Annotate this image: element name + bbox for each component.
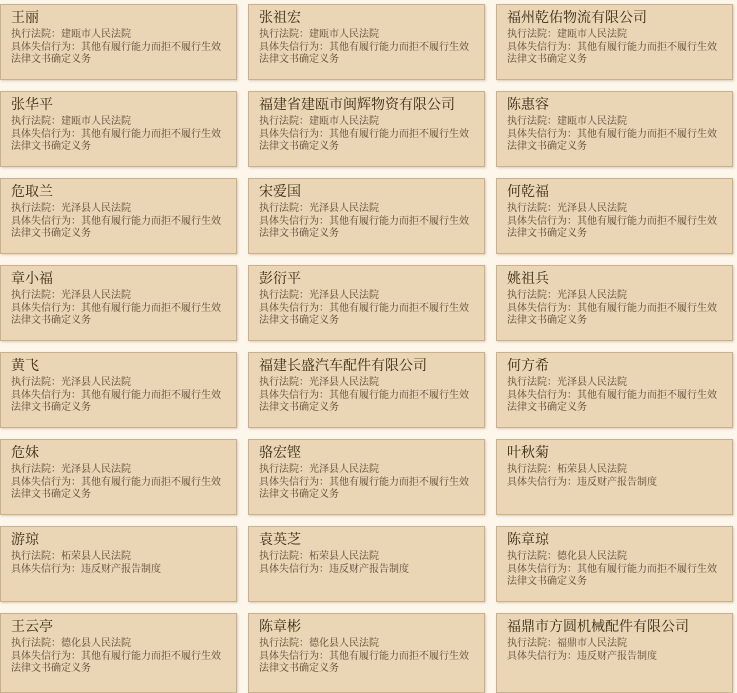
card-court-line bbox=[11, 464, 229, 477]
record-card[interactable] bbox=[248, 439, 485, 515]
card-court-line bbox=[259, 203, 477, 216]
court-value: 光泽县人民法院 bbox=[309, 377, 379, 388]
record-card[interactable] bbox=[248, 613, 485, 693]
card-court-line bbox=[11, 116, 229, 129]
card-act-line bbox=[259, 564, 477, 577]
act-label: 具体失信行为： bbox=[507, 563, 577, 575]
act-value: 其他有履行能力而拒不履行生效法律文书确定义务 bbox=[259, 302, 469, 326]
record-card[interactable] bbox=[0, 91, 237, 167]
card-act-line bbox=[507, 42, 725, 67]
record-card[interactable] bbox=[496, 4, 733, 80]
card-court-line bbox=[11, 377, 229, 390]
act-value: 违反财产报告制度 bbox=[577, 476, 657, 488]
act-label: 具体失信行为： bbox=[11, 650, 81, 662]
court-label: 执行法院： bbox=[507, 551, 557, 562]
card-name: 危妹 bbox=[11, 445, 39, 461]
act-value: 其他有履行能力而拒不履行生效法律文书确定义务 bbox=[507, 41, 717, 65]
court-label: 执行法院： bbox=[11, 290, 61, 301]
court-label: 执行法院： bbox=[11, 116, 61, 127]
court-label: 执行法院： bbox=[11, 29, 61, 40]
card-act-line bbox=[507, 129, 725, 154]
card-name: 福鼎市方圆机械配件有限公司 bbox=[507, 619, 689, 635]
act-label: 具体失信行为： bbox=[507, 215, 577, 227]
court-value: 德化县人民法院 bbox=[61, 638, 131, 649]
court-label: 执行法院： bbox=[507, 377, 557, 388]
act-value: 其他有履行能力而拒不履行生效法律文书确定义务 bbox=[259, 650, 469, 674]
act-label: 具体失信行为： bbox=[11, 563, 81, 575]
act-label: 具体失信行为： bbox=[507, 41, 577, 53]
court-label: 执行法院： bbox=[259, 551, 309, 562]
act-value: 其他有履行能力而拒不履行生效法律文书确定义务 bbox=[11, 650, 221, 674]
card-court-line bbox=[11, 638, 229, 651]
court-value: 建瓯市人民法院 bbox=[61, 116, 131, 127]
court-label: 执行法院： bbox=[507, 638, 557, 649]
card-name: 姚祖兵 bbox=[507, 271, 549, 287]
court-value: 建瓯市人民法院 bbox=[309, 29, 379, 40]
card-name: 章小福 bbox=[11, 271, 53, 287]
act-label: 具体失信行为： bbox=[259, 215, 329, 227]
court-value: 建瓯市人民法院 bbox=[61, 29, 131, 40]
court-label: 执行法院： bbox=[11, 203, 61, 214]
act-label: 具体失信行为： bbox=[259, 563, 329, 575]
act-value: 其他有履行能力而拒不履行生效法律文书确定义务 bbox=[507, 563, 717, 587]
act-value: 其他有履行能力而拒不履行生效法律文书确定义务 bbox=[11, 476, 221, 500]
act-label: 具体失信行为： bbox=[507, 389, 577, 401]
card-name: 危取兰 bbox=[11, 184, 53, 200]
act-label: 具体失信行为： bbox=[11, 389, 81, 401]
card-act-line bbox=[11, 477, 229, 502]
court-value: 柘荣县人民法院 bbox=[61, 551, 131, 562]
card-act-line bbox=[259, 216, 477, 241]
act-label: 具体失信行为： bbox=[259, 476, 329, 488]
act-value: 其他有履行能力而拒不履行生效法律文书确定义务 bbox=[507, 302, 717, 326]
record-card[interactable] bbox=[248, 91, 485, 167]
act-label: 具体失信行为： bbox=[507, 476, 577, 488]
card-court-line bbox=[259, 116, 477, 129]
record-card[interactable] bbox=[248, 178, 485, 254]
court-label: 执行法院： bbox=[507, 290, 557, 301]
card-court-line bbox=[507, 638, 725, 651]
act-label: 具体失信行为： bbox=[11, 302, 81, 314]
card-name: 王丽 bbox=[11, 10, 39, 26]
card-name: 张祖宏 bbox=[259, 10, 301, 26]
card-act-line bbox=[259, 477, 477, 502]
card-act-line bbox=[507, 216, 725, 241]
card-court-line bbox=[507, 290, 725, 303]
court-label: 执行法院： bbox=[11, 464, 61, 475]
act-value: 其他有履行能力而拒不履行生效法律文书确定义务 bbox=[507, 215, 717, 239]
court-value: 光泽县人民法院 bbox=[557, 290, 627, 301]
card-court-line bbox=[507, 464, 725, 477]
act-value: 其他有履行能力而拒不履行生效法律文书确定义务 bbox=[259, 128, 469, 152]
court-value: 福鼎市人民法院 bbox=[557, 638, 627, 649]
court-value: 光泽县人民法院 bbox=[309, 290, 379, 301]
card-court-line bbox=[259, 290, 477, 303]
card-name: 彭衍平 bbox=[259, 271, 301, 287]
act-label: 具体失信行为： bbox=[11, 128, 81, 140]
court-value: 光泽县人民法院 bbox=[61, 290, 131, 301]
court-label: 执行法院： bbox=[259, 638, 309, 649]
record-card[interactable] bbox=[496, 178, 733, 254]
court-label: 执行法院： bbox=[11, 551, 61, 562]
act-value: 其他有履行能力而拒不履行生效法律文书确定义务 bbox=[11, 302, 221, 326]
record-card[interactable] bbox=[496, 352, 733, 428]
act-value: 其他有履行能力而拒不履行生效法律文书确定义务 bbox=[11, 128, 221, 152]
act-label: 具体失信行为： bbox=[259, 302, 329, 314]
court-value: 建瓯市人民法院 bbox=[557, 116, 627, 127]
act-value: 其他有履行能力而拒不履行生效法律文书确定义务 bbox=[507, 389, 717, 413]
card-act-line bbox=[507, 651, 725, 664]
card-court-line bbox=[259, 464, 477, 477]
court-label: 执行法院： bbox=[11, 638, 61, 649]
card-court-line bbox=[259, 638, 477, 651]
card-court-line bbox=[507, 203, 725, 216]
act-value: 其他有履行能力而拒不履行生效法律文书确定义务 bbox=[259, 389, 469, 413]
act-value: 其他有履行能力而拒不履行生效法律文书确定义务 bbox=[11, 215, 221, 239]
card-name: 宋爱国 bbox=[259, 184, 301, 200]
card-court-line bbox=[507, 551, 725, 564]
act-label: 具体失信行为： bbox=[507, 302, 577, 314]
act-label: 具体失信行为： bbox=[259, 389, 329, 401]
card-act-line bbox=[259, 651, 477, 676]
card-act-line bbox=[259, 42, 477, 67]
card-name: 福建省建瓯市闽辉物资有限公司 bbox=[259, 97, 455, 113]
court-label: 执行法院： bbox=[259, 29, 309, 40]
court-value: 建瓯市人民法院 bbox=[557, 29, 627, 40]
card-act-line bbox=[507, 477, 725, 490]
court-value: 建瓯市人民法院 bbox=[309, 116, 379, 127]
court-value: 光泽县人民法院 bbox=[309, 464, 379, 475]
court-label: 执行法院： bbox=[259, 116, 309, 127]
court-value: 光泽县人民法院 bbox=[61, 464, 131, 475]
record-card[interactable] bbox=[248, 526, 485, 602]
card-act-line bbox=[259, 390, 477, 415]
act-value: 违反财产报告制度 bbox=[81, 563, 161, 575]
card-court-line bbox=[507, 116, 725, 129]
record-card[interactable] bbox=[0, 265, 237, 341]
act-label: 具体失信行为： bbox=[11, 476, 81, 488]
record-card[interactable] bbox=[248, 265, 485, 341]
act-label: 具体失信行为： bbox=[11, 41, 81, 53]
record-card[interactable] bbox=[0, 613, 237, 693]
act-label: 具体失信行为： bbox=[259, 650, 329, 662]
card-court-line bbox=[11, 551, 229, 564]
court-value: 光泽县人民法院 bbox=[309, 203, 379, 214]
act-value: 其他有履行能力而拒不履行生效法律文书确定义务 bbox=[11, 389, 221, 413]
card-name: 黄飞 bbox=[11, 358, 39, 374]
card-act-line bbox=[11, 129, 229, 154]
record-card[interactable] bbox=[0, 439, 237, 515]
court-label: 执行法院： bbox=[259, 377, 309, 388]
card-court-line bbox=[259, 29, 477, 42]
card-act-line bbox=[11, 42, 229, 67]
act-label: 具体失信行为： bbox=[11, 215, 81, 227]
court-label: 执行法院： bbox=[259, 290, 309, 301]
record-card[interactable] bbox=[496, 439, 733, 515]
court-label: 执行法院： bbox=[507, 464, 557, 475]
record-card[interactable] bbox=[248, 4, 485, 80]
act-value: 违反财产报告制度 bbox=[329, 563, 409, 575]
act-label: 具体失信行为： bbox=[507, 650, 577, 662]
act-label: 具体失信行为： bbox=[259, 128, 329, 140]
card-act-line bbox=[11, 564, 229, 577]
card-court-line bbox=[259, 377, 477, 390]
court-value: 光泽县人民法院 bbox=[557, 203, 627, 214]
card-act-line bbox=[507, 564, 725, 589]
act-label: 具体失信行为： bbox=[507, 128, 577, 140]
card-act-line bbox=[259, 303, 477, 328]
card-name: 何乾福 bbox=[507, 184, 549, 200]
card-court-line bbox=[11, 290, 229, 303]
card-name: 陈惠容 bbox=[507, 97, 549, 113]
card-name: 陈章彬 bbox=[259, 619, 301, 635]
court-label: 执行法院： bbox=[507, 203, 557, 214]
court-label: 执行法院： bbox=[507, 116, 557, 127]
card-name: 陈章琼 bbox=[507, 532, 549, 548]
card-name: 游琼 bbox=[11, 532, 39, 548]
act-value: 其他有履行能力而拒不履行生效法律文书确定义务 bbox=[11, 41, 221, 65]
card-court-line bbox=[507, 29, 725, 42]
court-value: 德化县人民法院 bbox=[309, 638, 379, 649]
card-act-line bbox=[11, 390, 229, 415]
court-label: 执行法院： bbox=[259, 464, 309, 475]
card-name: 张华平 bbox=[11, 97, 53, 113]
card-name: 骆宏铿 bbox=[259, 445, 301, 461]
act-value: 其他有履行能力而拒不履行生效法律文书确定义务 bbox=[259, 41, 469, 65]
card-name: 王云亭 bbox=[11, 619, 53, 635]
card-name: 福建长盛汽车配件有限公司 bbox=[259, 358, 427, 374]
act-value: 其他有履行能力而拒不履行生效法律文书确定义务 bbox=[507, 128, 717, 152]
card-court-line bbox=[11, 29, 229, 42]
court-label: 执行法院： bbox=[259, 203, 309, 214]
record-card[interactable] bbox=[496, 613, 733, 693]
act-value: 违反财产报告制度 bbox=[577, 650, 657, 662]
record-card[interactable] bbox=[0, 526, 237, 602]
card-name: 叶秋菊 bbox=[507, 445, 549, 461]
record-card[interactable] bbox=[0, 4, 237, 80]
court-value: 光泽县人民法院 bbox=[557, 377, 627, 388]
card-act-line bbox=[507, 390, 725, 415]
card-name: 福州乾佑物流有限公司 bbox=[507, 10, 647, 26]
record-card[interactable] bbox=[0, 352, 237, 428]
record-card[interactable] bbox=[0, 178, 237, 254]
act-value: 其他有履行能力而拒不履行生效法律文书确定义务 bbox=[259, 476, 469, 500]
card-court-line bbox=[259, 551, 477, 564]
court-label: 执行法院： bbox=[11, 377, 61, 388]
card-name: 何方希 bbox=[507, 358, 549, 374]
card-act-line bbox=[11, 651, 229, 676]
card-court-line bbox=[11, 203, 229, 216]
record-card[interactable] bbox=[248, 352, 485, 428]
court-label: 执行法院： bbox=[507, 29, 557, 40]
record-card[interactable] bbox=[496, 265, 733, 341]
card-name: 袁英芝 bbox=[259, 532, 301, 548]
card-act-line bbox=[11, 216, 229, 241]
card-act-line bbox=[259, 129, 477, 154]
card-act-line bbox=[507, 303, 725, 328]
act-value: 其他有履行能力而拒不履行生效法律文书确定义务 bbox=[259, 215, 469, 239]
court-value: 光泽县人民法院 bbox=[61, 203, 131, 214]
card-court-line bbox=[507, 377, 725, 390]
court-value: 光泽县人民法院 bbox=[61, 377, 131, 388]
record-card[interactable] bbox=[496, 91, 733, 167]
record-card[interactable] bbox=[496, 526, 733, 602]
court-value: 德化县人民法院 bbox=[557, 551, 627, 562]
court-value: 柘荣县人民法院 bbox=[557, 464, 627, 475]
court-value: 柘荣县人民法院 bbox=[309, 551, 379, 562]
card-act-line bbox=[11, 303, 229, 328]
act-label: 具体失信行为： bbox=[259, 41, 329, 53]
